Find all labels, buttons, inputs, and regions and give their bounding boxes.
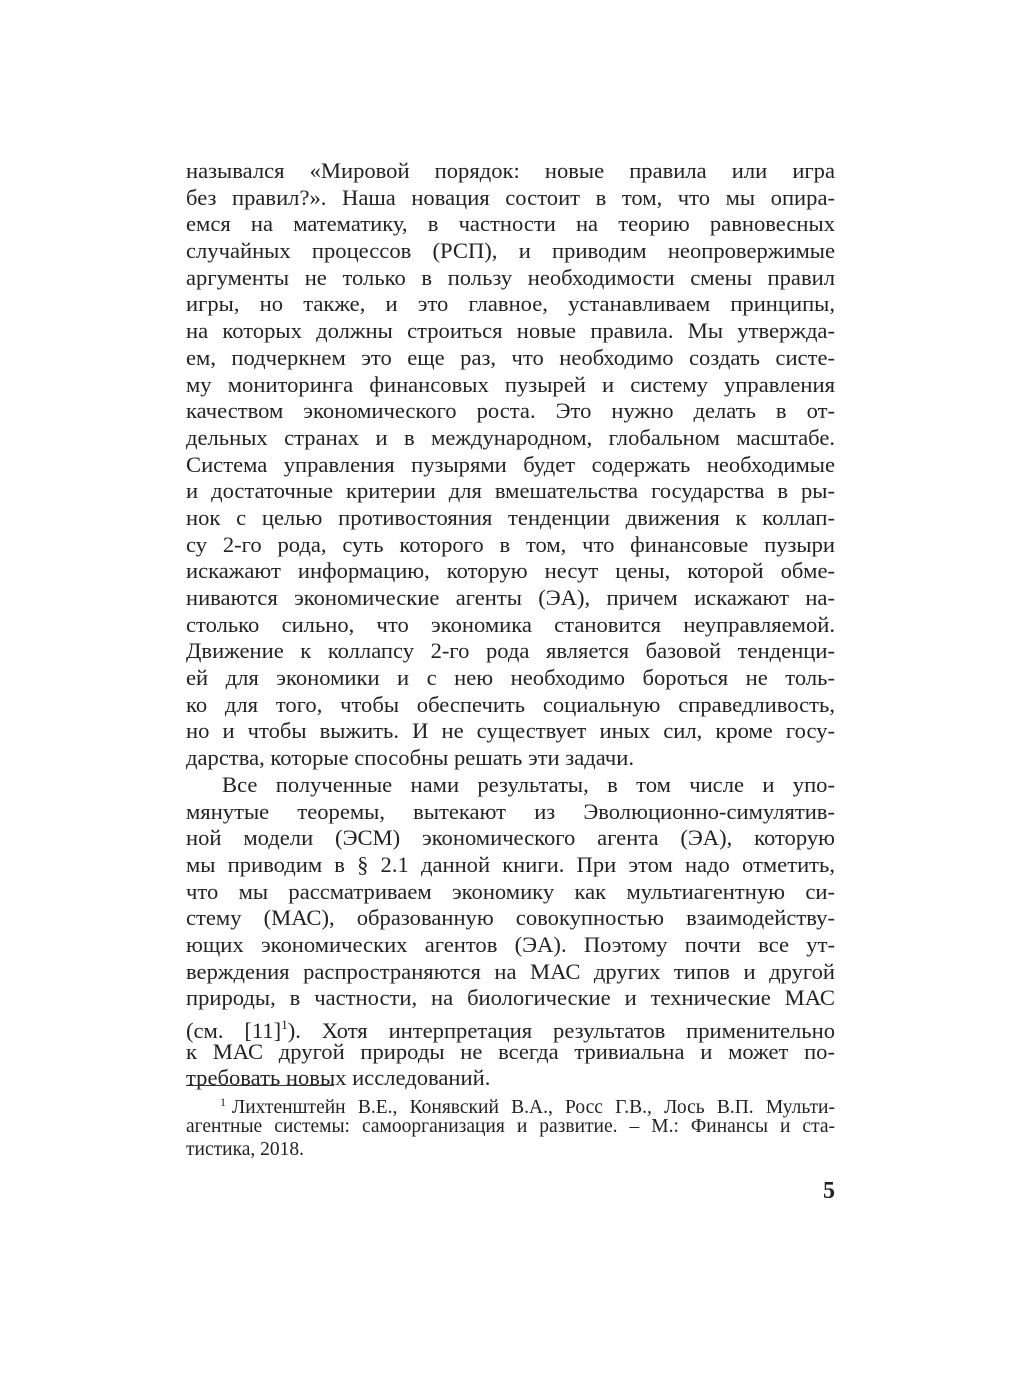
text-line: назывался «Мировой порядок: новые правила или игра xyxy=(186,158,835,183)
page-number: 5 xyxy=(823,1178,835,1204)
text-line: и достаточные критерии для вмешательства государства в ры- xyxy=(186,478,835,504)
text-line: Движение к коллапсу 2-го рода является базовой тенденци- xyxy=(186,638,835,664)
text-line: ниваются экономические агенты (ЭА), причем искажают на- xyxy=(186,585,835,610)
text-line: му мониторинга финансовых пузырей и систему управления xyxy=(186,371,835,397)
text-line: что мы рассматриваем экономику как мультиагентную си- xyxy=(186,878,835,904)
text-line: дельных странах и в международном, глобальном масштабе. xyxy=(186,424,835,450)
text-line: мянутые теоремы, вытекают из Эволюционно-симулятив- xyxy=(186,798,835,824)
text-line: ем, подчеркнем это еще раз, что необходимо создать систе- xyxy=(186,344,835,370)
footnote xyxy=(186,1091,835,1162)
text-line: случайных процессов (РСП), и приводим неопровержимые xyxy=(186,238,835,264)
text-line: ко для того, чтобы обеспечить социальную справедливость, xyxy=(186,691,835,717)
ref-text-after: ). Хотя интерпретация результатов применительно xyxy=(287,1018,835,1043)
text-line-with-reference xyxy=(186,1012,835,1043)
text-line: мы приводим в § 2.1 данной книги. При этом надо отметить, xyxy=(186,851,835,877)
text-line: ющих экономических агентов (ЭА). Поэтому почти все ут- xyxy=(186,931,835,957)
text-line: искажают информацию, которую несут цены, которой обме- xyxy=(186,558,835,584)
text-line: емся на математику, в частности на теорию равновесных xyxy=(186,211,835,237)
text-line: ей для экономики и с нею необходимо бороться не толь- xyxy=(186,665,835,691)
text-line: нок с целью противостояния тенденции движения к коллап- xyxy=(186,504,835,530)
text-line: су 2-го рода, суть которого в том, что финансовые пузыри xyxy=(186,531,835,557)
body-text xyxy=(186,158,835,1092)
footnote-separator xyxy=(186,1085,334,1086)
text-line: игры, но также, и это главное, устанавливаем принципы, xyxy=(186,291,835,317)
text-line: верждения распространяются на МАС других типов и другой xyxy=(186,958,835,984)
paragraph-end-line: требовать новых исследований. xyxy=(186,1065,491,1091)
paragraph-first-line: Все полученные нами результаты, в том числе и упо- xyxy=(222,771,835,797)
ref-text-before: (см. [11] xyxy=(186,1018,282,1043)
text-line: без правил?». Наша новация состоит в том, что мы опира- xyxy=(186,184,835,210)
text-line: стему (МАС), образованную совокупностью взаимодейству- xyxy=(186,905,835,931)
text-line: к МАС другой природы не всегда тривиальна и может по- xyxy=(186,1038,835,1064)
footnote-text: Лихтенштейн В.Е., Конявский В.А., Росс Г.В., Лось В.П. Мульти- xyxy=(232,1097,835,1118)
text-line: природы, в частности, на биологические и технические МАС xyxy=(186,985,835,1011)
footnote-line xyxy=(186,1091,835,1118)
text-line: ной модели (ЭСМ) экономического агента (ЭА), которую xyxy=(186,825,835,851)
footnote-marker: 1 xyxy=(220,1095,226,1109)
text-line: но и чтобы выжить. И не существует иных сил, кроме госу- xyxy=(186,718,835,744)
text-line: качеством экономического роста. Это нужно делать в от- xyxy=(186,398,835,424)
paragraph-end-line: дарства, которые способны решать эти задачи. xyxy=(186,745,634,771)
text-line: столько сильно, что экономика становится неуправляемой. xyxy=(186,611,835,637)
footnote-reference[interactable]: 1 xyxy=(281,1017,288,1032)
text-line: аргументы не только в пользу необходимости смены правил xyxy=(186,264,835,290)
text-line: на которых должны строиться новые правила. Мы утвержда- xyxy=(186,318,835,344)
footnote-line: агентные системы: самоорганизация и развитие. – М.: Финансы и ста- xyxy=(186,1115,835,1137)
text-line: Система управления пузырями будет содержать необходимые xyxy=(186,451,835,477)
footnote-line: тистика, 2018. xyxy=(186,1139,305,1160)
